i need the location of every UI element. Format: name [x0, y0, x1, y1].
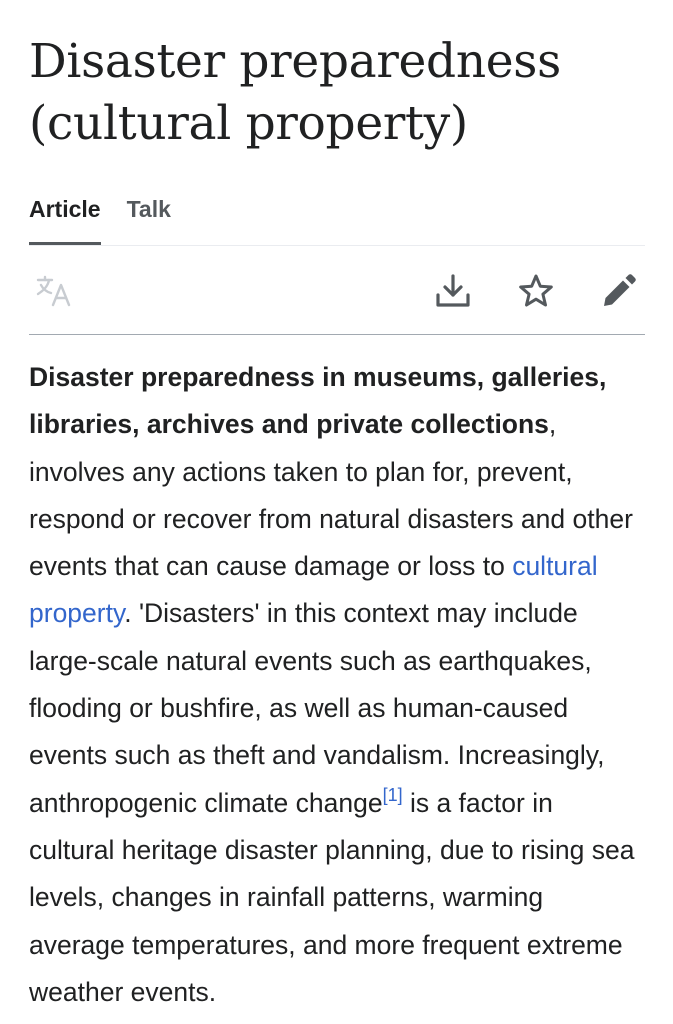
pencil-icon: [601, 273, 637, 309]
article-page: [29, 0, 645, 1016]
watch-button[interactable]: [516, 271, 556, 311]
lead-paragraph: [29, 354, 645, 1016]
lead-text-2: . 'Disasters' in this context may include large-scale natural events such as earthquakes, flooding or bushfire, as well as human-caused events such as theft and vandalism. Increasingly, anthropogenic climate change: [29, 598, 605, 818]
page-title-line-1: Disaster preparedness: [29, 34, 561, 89]
article-content: [29, 354, 645, 1016]
bold-lead-line-1: Disaster preparedness in museums, galleries,: [29, 362, 607, 392]
page-title-line-2: (cultural property): [29, 96, 468, 151]
language-button[interactable]: [35, 271, 75, 311]
tab-talk[interactable]: Talk: [126, 196, 171, 222]
reference-1-link[interactable]: [1]: [382, 784, 403, 805]
bold-lead: [29, 362, 606, 439]
language-icon: [36, 275, 74, 307]
page-tabs: [29, 195, 645, 246]
tab-article[interactable]: Article: [29, 195, 101, 245]
bold-lead-line-2: libraries, archives and private collections: [29, 409, 549, 440]
cultural-property-link[interactable]: cultural property: [29, 551, 598, 629]
reference-1: [383, 785, 403, 805]
page-title: [29, 0, 645, 155]
edit-button[interactable]: [599, 271, 639, 311]
download-icon: [435, 273, 471, 309]
star-icon: [518, 273, 554, 309]
page-actions-toolbar: [29, 246, 645, 335]
download-button[interactable]: [433, 271, 473, 311]
lead-text-3: is a factor in cultural heritage disaster planning, due to rising sea levels, changes in rainfall patterns, warming average temperatures, and more frequent extreme weather events.: [29, 787, 635, 1007]
lead-text-1: , involves any actions taken to plan for, prevent, respond or recover from natural disasters and other events that can cause damage or loss to: [29, 409, 633, 582]
